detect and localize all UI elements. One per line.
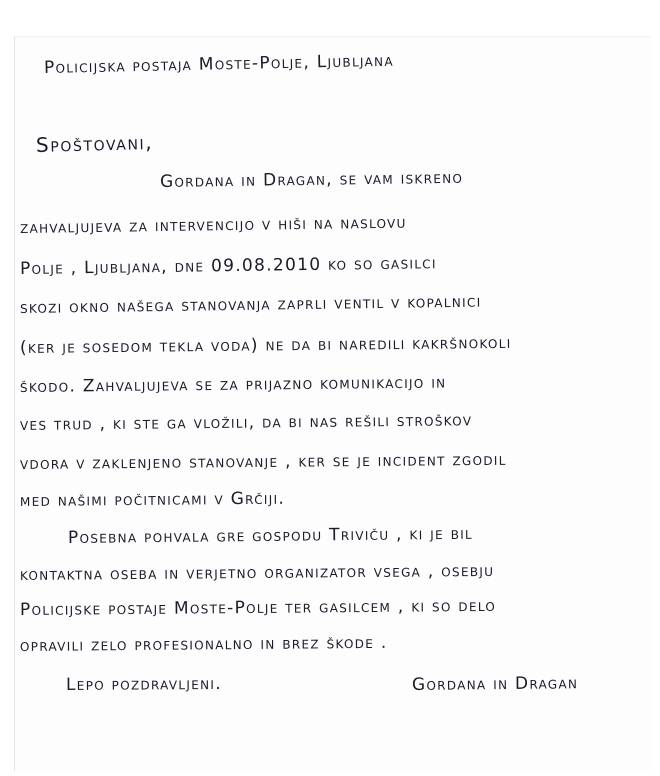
body-line: skozi okno našega stanovanja zaprli ventil v kopalnici [19,291,482,318]
address-line: Policijska postaja Moste-Polje, Ljubljana [43,50,395,78]
body-line: Posebna pohvala gre gospodu Triviču , ki je bil [67,523,474,548]
body-line: med našimi počitnicami v Grčiji. [19,488,286,511]
body-line: škodo. Zahvaljujeva se za prijazno komunikacijo in [19,372,447,397]
salutation: Spoštovani, [35,129,154,157]
body-line: (ker je sosedom tekla voda) ne da bi naredili kakršnokoli [19,332,512,358]
body-line: Policijske postaje Moste-Polje ter gasilcem , ki so delo [19,595,497,620]
body-line: opravili zelo profesionalno in brez škode . [19,632,388,656]
body-line: zahvaljujeva za intervencijo v hiši na naslovu [19,212,407,238]
body-line: ves trud , ki ste ga vložili, da bi nas rešili stroškov [19,410,473,435]
body-line: vdora v zaklenjeno stanovanje , ker se je incident zgodil [19,449,507,474]
body-line: Polje , Ljubljana, dne 09.08.2010 ko so gasilci [19,253,437,279]
closing: Lepo pozdravljeni. [65,673,222,695]
signature: Gordana in Dragan [411,673,579,695]
body-line: kontaktna oseba in verjetno organizator vsega , osebju [19,560,495,585]
body-line: Gordana in Dragan, se vam iskreno [159,167,464,192]
